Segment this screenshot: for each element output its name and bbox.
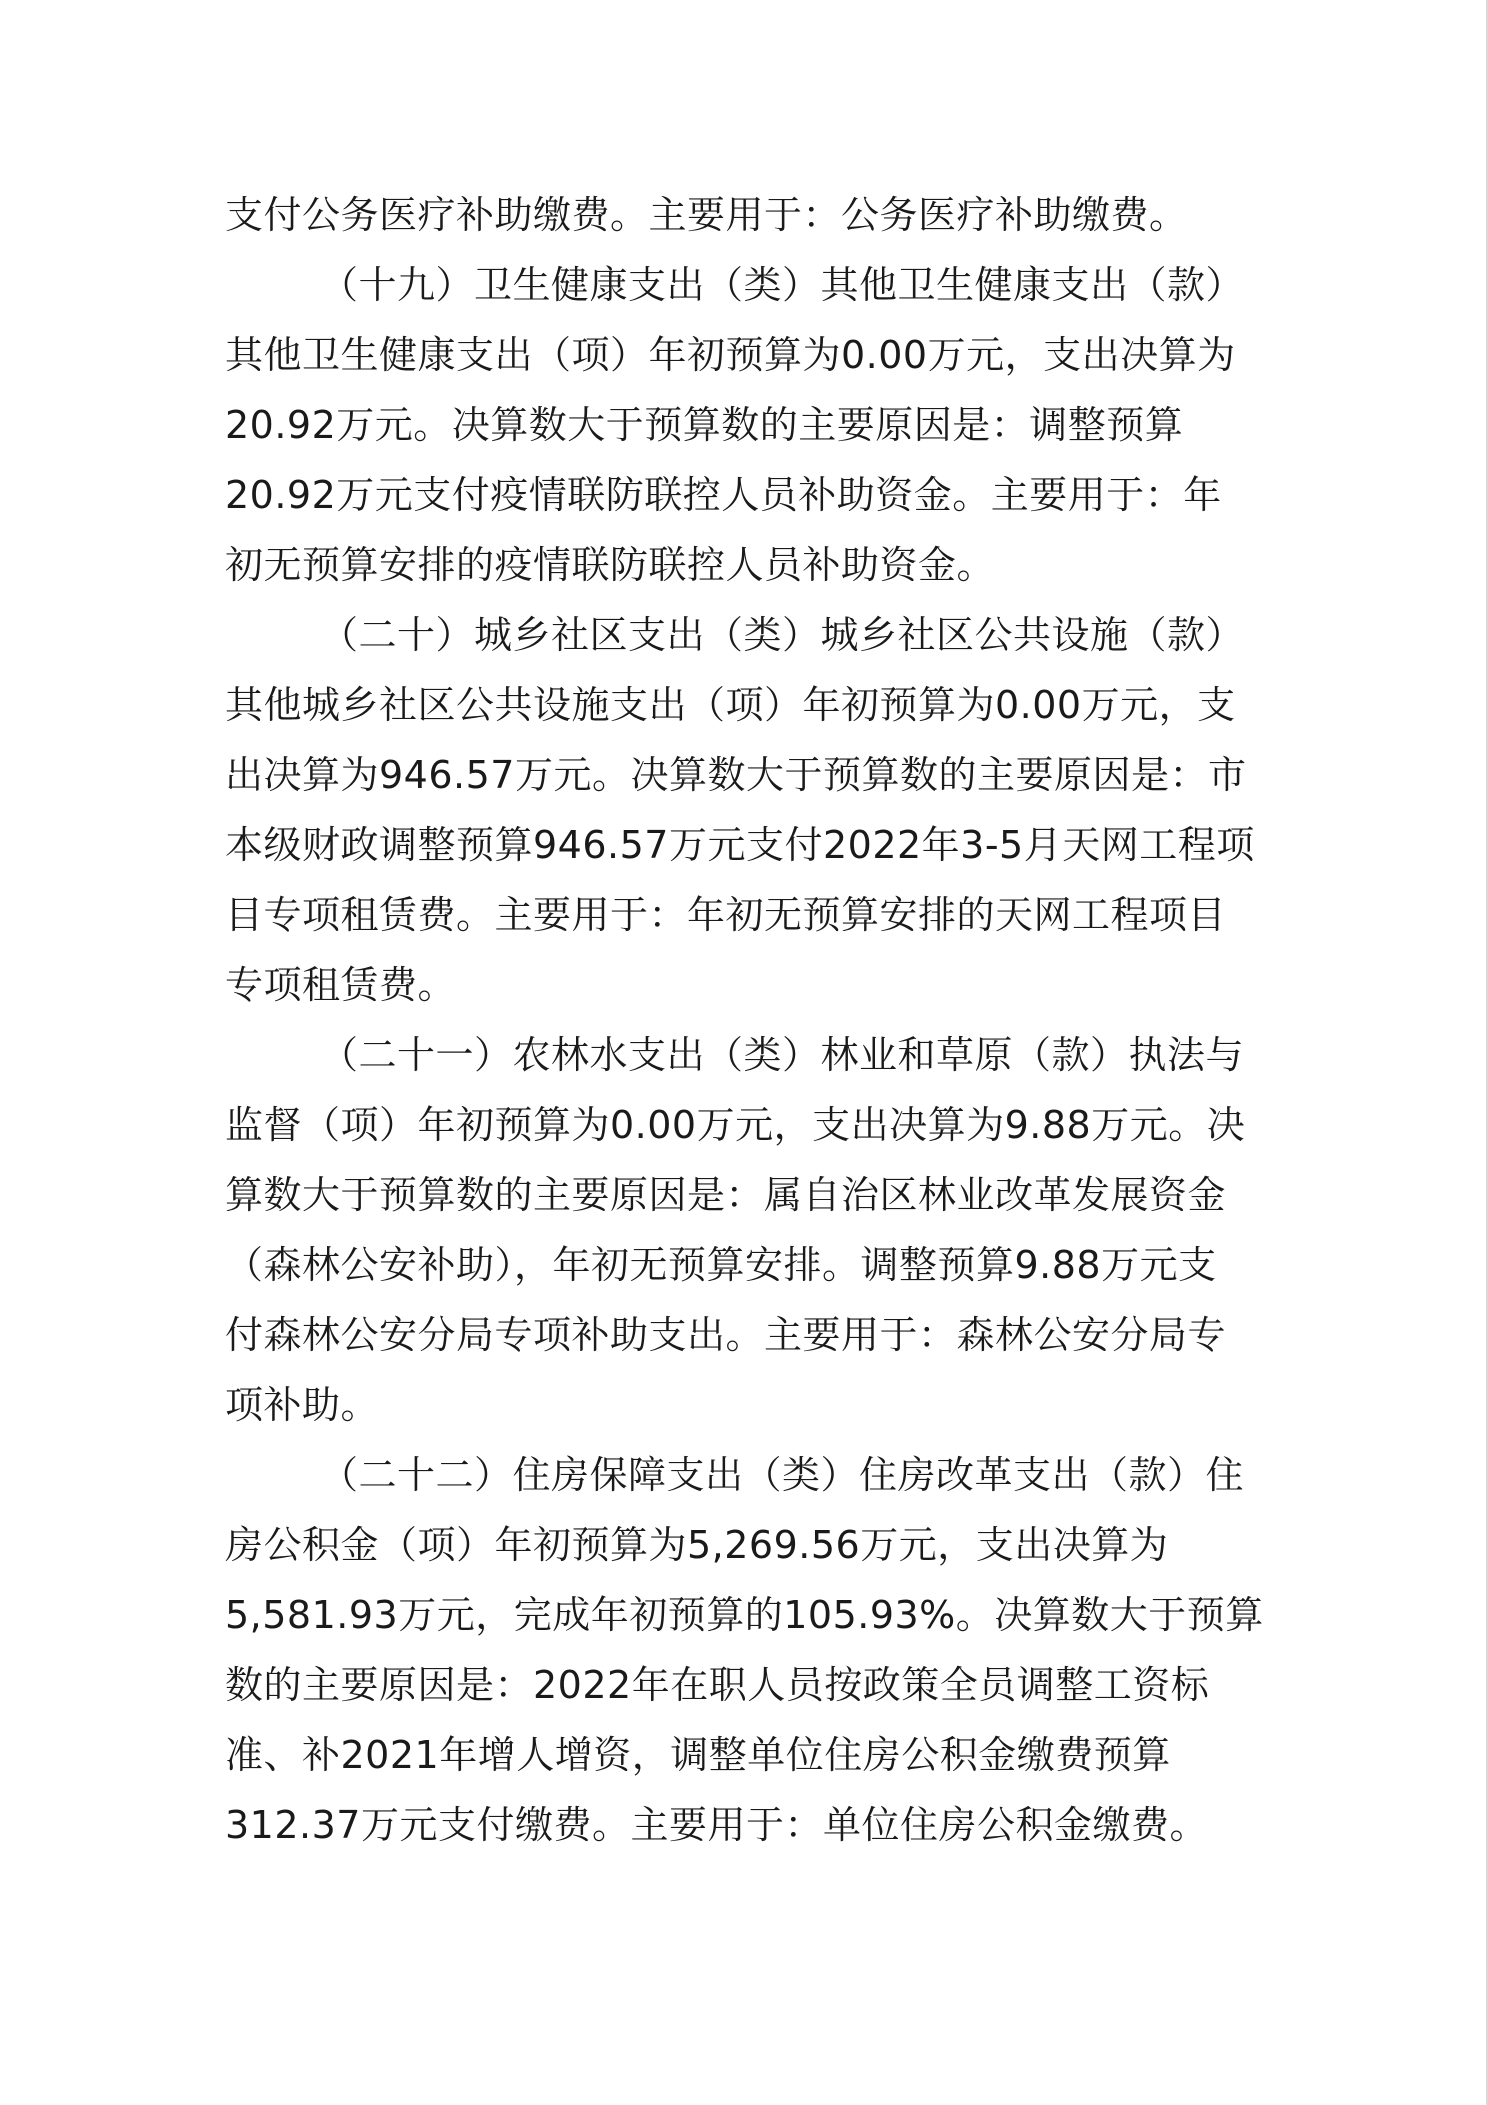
document-body xyxy=(225,180,1265,1860)
text-line: （森林公安补助），年初无预算安排。调整预算9.88万元支 xyxy=(225,1243,1217,1287)
text-line: 初无预算安排的疫情联防联控人员补助资金。 xyxy=(225,543,996,587)
text-line: 20.92万元。决算数大于预算数的主要原因是：调整预算 xyxy=(225,403,1184,447)
text-line: 算数大于预算数的主要原因是：属自治区林业改革发展资金 xyxy=(225,1173,1227,1217)
paragraph-first-line: （二十）城乡社区支出（类）城乡社区公共设施（款） xyxy=(320,613,1245,657)
text-line: 准、补2021年增人增资，调整单位住房公积金缴费预算 xyxy=(225,1733,1171,1777)
text-line: 20.92万元支付疫情联防联控人员补助资金。主要用于：年 xyxy=(225,473,1222,517)
text-line: 项补助。 xyxy=(225,1383,380,1427)
text-line: 支付公务医疗补助缴费。主要用于：公务医疗补助缴费。 xyxy=(225,193,1188,237)
text-line: 312.37万元支付缴费。主要用于：单位住房公积金缴费。 xyxy=(225,1803,1208,1847)
text-line: 房公积金（项）年初预算为5,269.56万元，支出决算为 xyxy=(225,1523,1169,1567)
text-line: 专项租赁费。 xyxy=(225,963,457,1007)
text-line: 数的主要原因是：2022年在职人员按政策全员调整工资标 xyxy=(225,1663,1210,1707)
text-line: 付森林公安分局专项补助支出。主要用于：森林公安分局专 xyxy=(225,1313,1227,1357)
paragraph-first-line: （二十二）住房保障支出（类）住房改革支出（款）住 xyxy=(320,1453,1245,1497)
text-line: 监督（项）年初预算为0.00万元，支出决算为9.88万元。决 xyxy=(225,1103,1246,1147)
text-line: 本级财政调整预算946.57万元支付2022年3-5月天网工程项 xyxy=(225,823,1255,867)
text-line: 5,581.93万元，完成年初预算的105.93%。决算数大于预算 xyxy=(225,1593,1264,1637)
text-line: 出决算为946.57万元。决算数大于预算数的主要原因是：市 xyxy=(225,753,1247,797)
paragraph-first-line: （十九）卫生健康支出（类）其他卫生健康支出（款） xyxy=(320,263,1245,307)
text-line: 其他城乡社区公共设施支出（项）年初预算为0.00万元，支 xyxy=(225,683,1236,727)
text-line: 目专项租赁费。主要用于：年初无预算安排的天网工程项目 xyxy=(225,893,1227,937)
text-line: 其他卫生健康支出（项）年初预算为0.00万元，支出决算为 xyxy=(225,333,1236,377)
paragraph-first-line: （二十一）农林水支出（类）林业和草原（款）执法与 xyxy=(320,1033,1245,1077)
